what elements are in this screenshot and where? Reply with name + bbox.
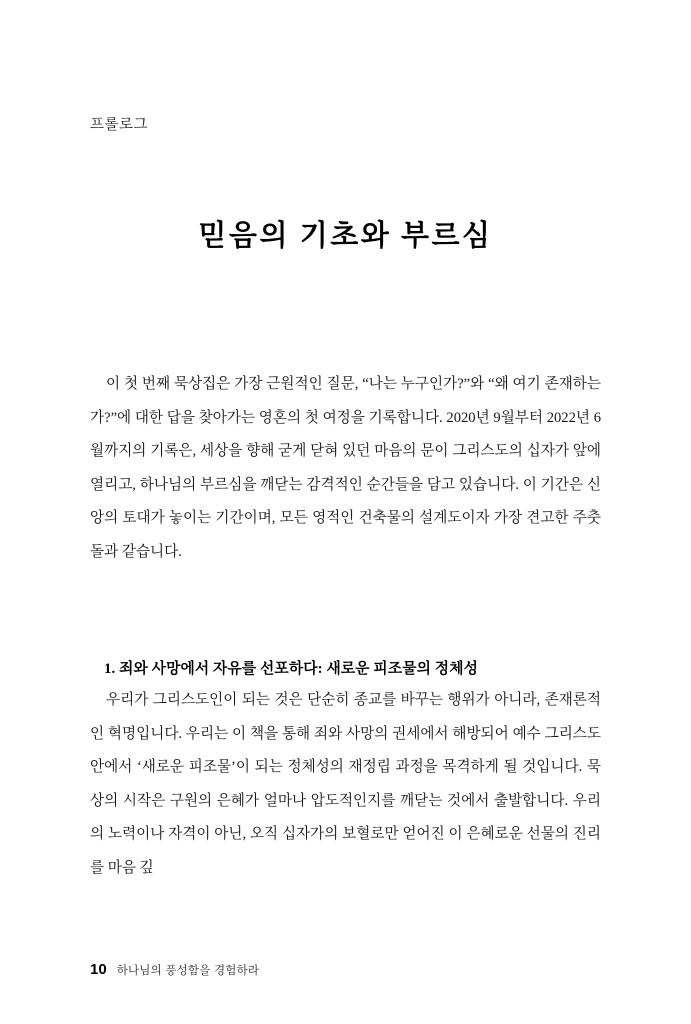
page-number: 10 — [90, 961, 107, 978]
intro-paragraph: 이 첫 번째 묵상집은 가장 근원적인 질문, “나는 누구인가?”와 “왜 여기 존재하는가?”에 대한 답을 찾아가는 영혼의 첫 여정을 기록합니다. 2020년 9월부터 2022년 6월까지의 기록은, 세상을 향해 굳게 닫혀 있던 마음의 문이 그리스도의 십자가 앞에 열리고, 하나님의 부르심을 깨닫는 감격적인 순간들을 담고 있습니다. 이 기간은 신앙의 토대가 놓이는 기간이며, 모든 영적인 건축물의 설계도이자 가장 견고한 주춧돌과 같습니다. — [90, 376, 601, 560]
intro-block — [90, 368, 601, 570]
section-paragraph: 우리가 그리스도인이 되는 것은 단순히 종교를 바꾸는 행위가 아니라, 존재론적인 혁명입니다. 우리는 이 책을 통해 죄와 사망의 권세에서 해방되어 예수 그리스도 안에서 ‘새로운 피조물’이 되는 정체성의 재정립 과정을 목격하게 될 것입니다. 묵상의 시작은 구원의 은혜가 얼마나 압도적인지를 깨닫는 것에서 출발합니다. 우리의 노력이나 자격이 아닌, 오직 십자가의 보혈로만 얻어진 이 은혜로운 선물의 진리를 마음 깊 — [90, 692, 601, 876]
page-footer — [90, 961, 259, 978]
section-body-block — [90, 684, 601, 886]
running-head: 하나님의 풍성함을 경험하라 — [116, 965, 260, 977]
prologue-label: 프롤로그 — [90, 117, 149, 133]
chapter-title: 믿음의 기초와 부르심 — [198, 220, 493, 253]
section-heading: 1. 죄와 사망에서 자유를 선포하다: 새로운 피조물의 정체성 — [104, 661, 478, 678]
